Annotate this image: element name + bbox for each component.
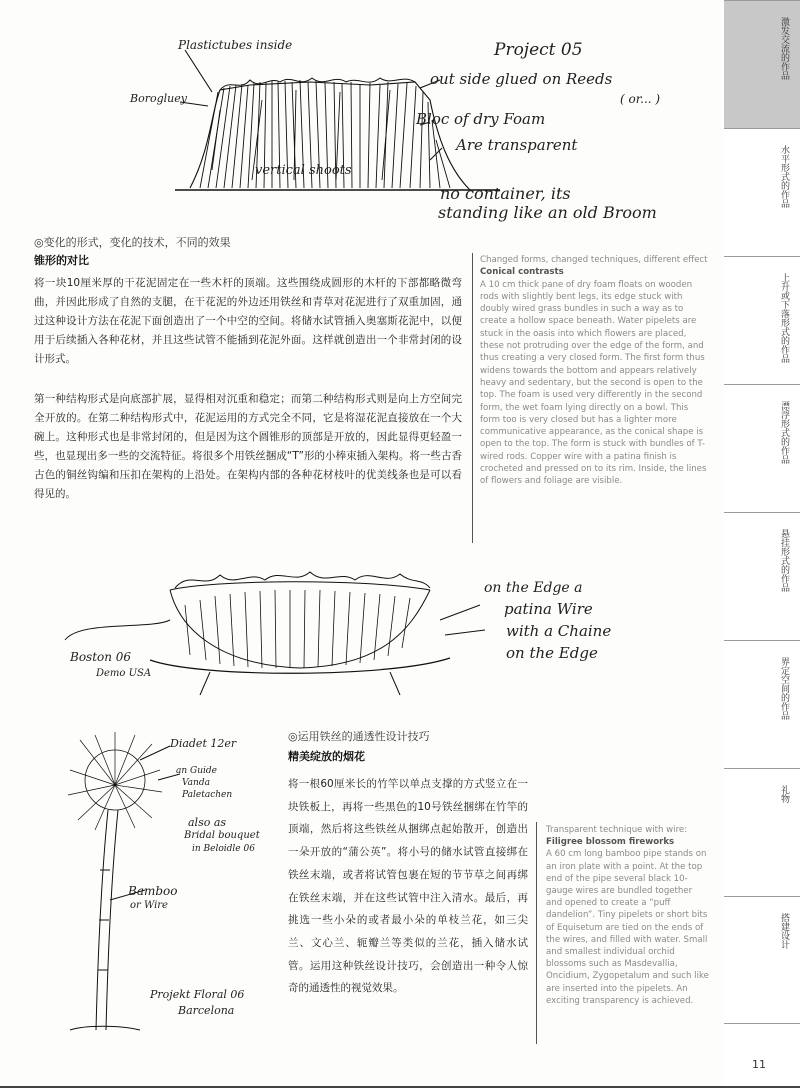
sidebar-tab-4[interactable] xyxy=(724,384,800,512)
sidebar-tab-8[interactable] xyxy=(724,896,800,1024)
sidebar-tab-7[interactable] xyxy=(724,768,800,896)
english-text xyxy=(480,254,710,488)
english-title: Conical contrasts xyxy=(480,267,564,278)
sidebar-tab-5[interactable] xyxy=(724,512,800,640)
column-divider xyxy=(536,822,537,1044)
sketch-note: Bloc of dry Foam xyxy=(416,110,546,128)
english-body: A 10 cm thick pane of dry foam floats on wooden rods with slightly bent legs, its edge stuck with doubly wired grass bundles in such a way as to create a hollow space beneath. Water pipelets are stuck in the oasis into which flowers are placed, these not protruding over the edge of the form, and thus creating a very closed form. The first form thus widens towards the bottom and appears relatively heavy and sedentary, but the second is open to the top. The foam is used very differently in the second form, the wet foam lying directly on a bowl. This form too is very closed but has a lighter more communicative appearance, as the conical shape is open to the top. The form is stuck with bundles of T-wired rods. Copper wire with a patina finish is crocheted and pressed on to its rim. Inside, the lines of flowers and foliage are visible. xyxy=(480,279,707,487)
sketch-note: standing like an old Broom xyxy=(438,203,657,222)
body-paragraph: 第一种结构形式是向底部扩展，显得相对沉重和稳定；而第二种结构形式则是向上方空间完全开放的。在第二种结构形式中，花泥运用的方式完全不同，它是将湿花泥直接放在一个大碗上。这种形式也是非常封闭的，但是因为这个圆锥形的顶部是开放的，因此显得更轻盈一些，也显现出多一些的交流特征。将很多个用铁丝捆成“T”形的小棒束插入架构。将一些古香古色的铜丝钩编和压扣在架构的上沿处。在架构内部的各种花材枝叶的优美线条也是可以看得见的。 xyxy=(34,393,462,500)
sketch-note: Paletachen xyxy=(182,790,233,800)
sidebar-tab-6[interactable] xyxy=(724,640,800,768)
sketch-floating-foam-form xyxy=(120,30,680,230)
sidebar-tab-label: 搭建设计 xyxy=(779,913,789,949)
sidebar-tab-label: 漂浮形式的作品 xyxy=(779,401,789,464)
sketch-note: Are transparent xyxy=(456,136,578,154)
sketch-note: Bridal bouquet xyxy=(184,830,260,841)
sketch-note: or Wire xyxy=(130,900,168,911)
section-heading: ◎运用铁丝的通透性设计技巧 xyxy=(288,730,430,743)
sketch-note: Vanda xyxy=(182,778,210,788)
body-paragraph: 将一根60厘米长的竹竿以单点支撑的方式竖立在一块铁板上，再将一些黑色的10号铁丝捆绑在竹竿的顶端，然后将这些铁丝从捆绑点起始散开，创造出一朵开放的“蒲公英”。将小号的储水试管直接绑在铁丝末端，或者将试管包裹在短的节节草之间再绑在铁丝末端，并在这些试管中注入清水。最后，再挑选一些小朵的或者最小朵的单枝兰花，如三尖兰、文心兰、轭瓣兰等类似的兰花，插入储水试管。运用这种铁丝设计技巧，会创造出一种令人惊奇的通透性的视觉效果。 xyxy=(288,778,528,995)
sketch-note: also as xyxy=(188,816,227,829)
sidebar-tab-label: 激发交流的作品 xyxy=(779,17,789,80)
sketch-note: Demo USA xyxy=(96,668,152,679)
english-title: Filigree blossom fireworks xyxy=(546,837,675,848)
sketch-note: Plastictubes inside xyxy=(178,38,293,52)
sketch-note: ( or... ) xyxy=(620,92,661,106)
english-intro: Changed forms, changed techniques, different effect xyxy=(480,255,708,265)
body-paragraph: 将一块10厘米厚的干花泥固定在一些木杆的顶端。这些围绕成圆形的木杆的下部都略微弯曲，并因此形成了自然的支腿，在干花泥的外边还用铁丝和青草对花泥进行了双重加固，通过这种设计方法在花泥下面创造出了一个中空的空间。将储水试管插入奥塞斯花泥中，以便用于后续插入各种花材，并且这些试管不能插到花泥外面。这样就创造出一个非常封闭的设计形式。 xyxy=(34,277,462,365)
section-title: 精美绽放的烟花 xyxy=(288,750,365,763)
english-intro: Transparent technique with wire: xyxy=(546,825,688,835)
sketch-note: Bamboo xyxy=(128,884,178,898)
section-heading: ◎变化的形式，变化的技术，不同的效果 xyxy=(34,236,231,249)
section-title: 锥形的对比 xyxy=(34,254,89,267)
english-text xyxy=(546,824,711,1007)
sidebar-tab-label: 悬挂形式的作品 xyxy=(779,529,789,592)
sketch-note: patina Wire xyxy=(504,600,593,618)
sketch-note: vertical shoots xyxy=(255,163,352,178)
sketch-note: Barcelona xyxy=(178,1004,235,1017)
chapter-sidebar xyxy=(724,0,800,1088)
sketch-note: with a Chaine xyxy=(506,622,612,640)
sidebar-tab-label: 上升或下落形式的作品 xyxy=(779,273,789,363)
sidebar-tab-label: 界定空间的作品 xyxy=(779,657,789,720)
sketch-note: Boston 06 xyxy=(70,650,132,664)
sketch-note: Borogluey xyxy=(130,92,187,105)
page-number: 11 xyxy=(752,1058,766,1071)
sketch-note: an Guide xyxy=(176,766,217,776)
sketch-note: on the Edge xyxy=(506,644,598,662)
sketch-note: in Beloidle 06 xyxy=(192,844,255,854)
column-divider xyxy=(472,253,473,543)
sketch-note: Project 05 xyxy=(494,40,583,60)
sketch-note: Projekt Floral 06 xyxy=(150,988,245,1001)
english-body: A 60 cm long bamboo pipe stands on an iron plate with a point. At the top end of the pipe several black 10-gauge wires are bundled together and opened to create a “puff dandelion”. Tiny pipelets or short bits of Equisetum are tied on the ends of the wires, and filled with water. Small and smallest individual orchid blossoms such as Masdevallia, Oncidium, Zygopetalum and such like are inserted into the pipelets. An exciting transparency is achieved. xyxy=(546,849,709,1006)
sketch-note: Diadet 12er xyxy=(170,737,237,750)
sidebar-tab-1[interactable] xyxy=(724,0,800,128)
sidebar-tab-2[interactable] xyxy=(724,128,800,256)
sketch-note: on the Edge a xyxy=(484,580,583,596)
sketch-note: out side glued on Reeds xyxy=(430,70,613,88)
sketch-note: no container, its xyxy=(440,184,571,203)
sidebar-tab-label: 水平形式的作品 xyxy=(779,145,789,208)
sidebar-tab-label: 礼物 xyxy=(779,785,789,803)
sidebar-tab-3[interactable] xyxy=(724,256,800,384)
sketch-bowl-form xyxy=(60,560,490,700)
